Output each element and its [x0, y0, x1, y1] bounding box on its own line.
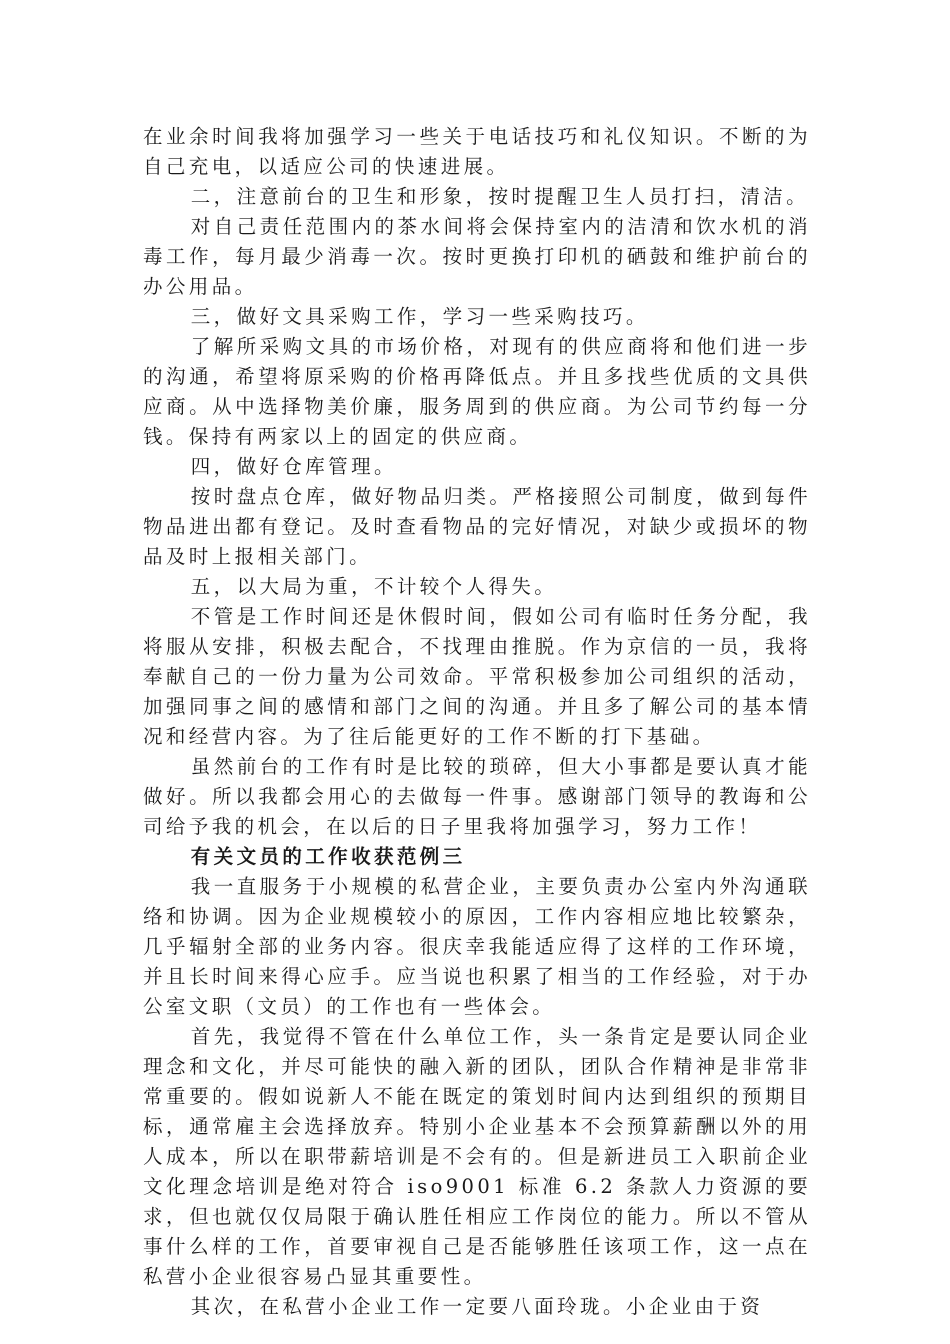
paragraph-4: 三，做好文具采购工作，学习一些采购技巧。 — [190, 305, 649, 328]
paragraph-14: 其次，在私营小企业工作一定要八面玲珑。小企业由于资 — [190, 1295, 764, 1318]
paragraph-9: 不管是工作时间还是休假时间，假如公司有临时任务分配，我将服从安排，积极去配合，不找理由推脱。作为京信的一员，我将奉献自己的一份力量为公司效命。平常积极参加公司组织的活动，加强同事之间的感情和部门之间的沟通。并且多了解公司的基本情况和经营内容。为了往后能更好的工作不断的打下基础。 — [143, 605, 811, 748]
paragraph-2: 二，注意前台的卫生和形象，按时提醒卫生人员打扫，清洁。 — [190, 185, 810, 208]
paragraph-1: 在业余时间我将加强学习一些关于电话技巧和礼仪知识。不断的为自己充电，以适应公司的快速进展。 — [143, 125, 811, 178]
paragraph-3: 对自己责任范围内的茶水间将会保持室内的洁清和饮水机的消毒工作，每月最少消毒一次。按时更换打印机的硒鼓和维护前台的办公用品。 — [143, 215, 811, 298]
paragraph-10: 虽然前台的工作有时是比较的琐碎，但大小事都是要认真才能做好。所以我都会用心的去做每一件事。感谢部门领导的教诲和公司给予我的机会，在以后的日子里我将加强学习，努力工作！ — [143, 755, 811, 838]
paragraph-5: 了解所采购文具的市场价格，对现有的供应商将和他们进一步的沟通，希望将原采购的价格再降低点。并且多找些优质的文具供应商。从中选择物美价廉，服务周到的供应商。为公司节约每一分钱。保持有两家以上的固定的供应商。 — [143, 335, 811, 448]
paragraph-7: 按时盘点仓库，做好物品归类。严格接照公司制度，做到每件物品进出都有登记。及时查看物品的完好情况，对缺少或损坏的物品及时上报相关部门。 — [143, 485, 811, 568]
paragraph-13: 首先，我觉得不管在什么单位工作，头一条肯定是要认同企业理念和文化，并尽可能快的融入新的团队，团队合作精神是非常非常重要的。假如说新人不能在既定的策划时间内达到组织的预期目标，通常雇主会选择放弃。特别小企业基本不会预算薪酬以外的用人成本，所以在职带薪培训是不会有的。但是新进员工入职前企业文化理念培训是绝对符合 iso9001 标准 6.2 条款人力资源的要求，但也就仅仅局限于确认胜任相应工作岗位的能力。所以不管从事什么样的工作，首要审视自己是否能够胜任该项工作，这一点在私营小企业很容易凸显其重要性。 — [143, 1025, 811, 1288]
paragraph-8: 五，以大局为重，不计较个人得失。 — [190, 575, 558, 598]
section-heading: 有关文员的工作收获范例三 — [190, 845, 466, 868]
paragraph-6: 四，做好仓库管理。 — [190, 455, 397, 478]
document-page — [143, 122, 811, 1322]
paragraph-12: 我一直服务于小规模的私营企业，主要负责办公室内外沟通联络和协调。因为企业规模较小的原因，工作内容相应地比较繁杂，几乎辐射全部的业务内容。很庆幸我能适应得了这样的工作环境，并且长时间来得心应手。应当说也积累了相当的工作经验，对于办公室文职（文员）的工作也有一些体会。 — [143, 875, 811, 1018]
